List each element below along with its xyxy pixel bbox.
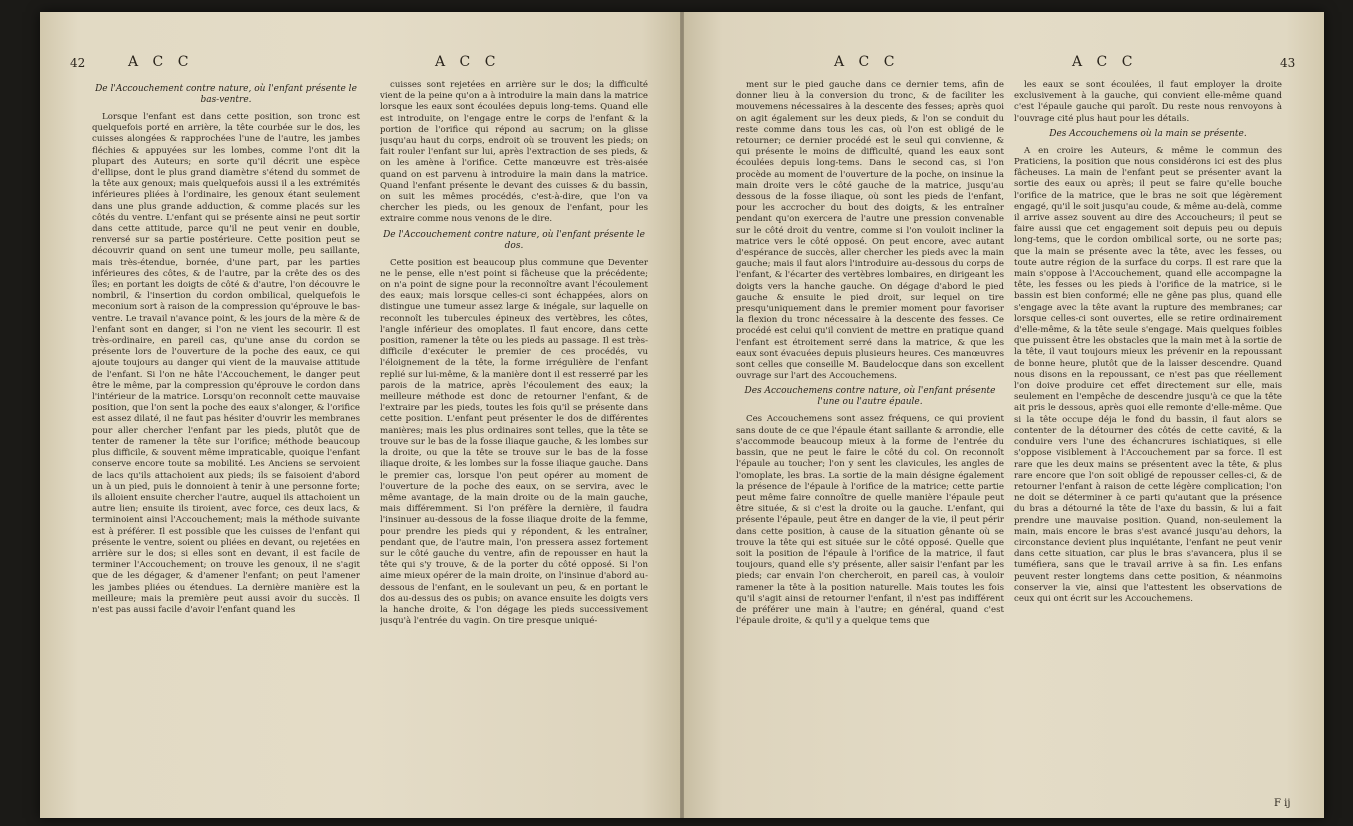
right-page: [684, 12, 1324, 818]
running-head: A C C: [1072, 54, 1138, 70]
text-column: [736, 80, 1004, 802]
paragraph: Lorsque l'enfant est dans cette position, son tronc est quelquefois porté en arrière, la tête courbée sur le dos, les cuisses alongées & rapprochées l'une de l'autre, les jambes fléchies & appuyées sur les lombes, comme l'ont dit la plupart des Auteurs; en sorte qu'il décrit une espèce d'ellipse, dont le plus grand diamètre s'étend du sommet de la tête aux genoux; mais quelquefois aussi il a les extrémités inférieures pliées à l'ordinaire, les genoux étant seulement dans une plus grande adduction, & comme placés sur les côtés du ventre. L'enfant qui se présente ainsi ne peut sortir dans cette attitude, parce qu'il ne peut venir en double, renversé sur sa partie postérieure. Cette position peut se découvrir quand on sent une tumeur molle, peu saillante, mais très-étendue, bornée, d'une part, par les parties inférieures des côtes, & de l'autre, par la crête des os des îles; en portant les doigts de côté & d'autre, l'on découvre le nombril, & l'insertion du cordon ombilical, quelquefois le meconium sort à raison de la compression qu'éprouve le bas-ventre. Le travail n'avance point, & les jours de la mère & de l'enfant sont en danger, si l'on ne vient les secourir. Il est très-ordinaire, en pareil cas, qu'une anse du cordon se présente lors de l'ouverture de la poche des eaux, ce qui ajoute toujours au danger qui vient de la mauvaise attitude de l'enfant. Si l'on ne hâte l'Accouchement, le danger peut être le même, par la compression qu'éprouve le cordon dans l'intérieur de la matrice. Lorsqu'on reconnoît cette mauvaise position, que l'on sent la poche des eaux s'alonger, & l'orifice est assez dilaté, il ne faut pas hésiter d'ouvrir les membranes pour aller chercher l'enfant par les pieds, plutôt que de tenter de ramener la tête sur l'orifice; méthode beaucoup plus difficile, & souvent même impraticable, quoique l'enfant conserve encore toute sa mobilité. Les Anciens se servoient de lacs qu'ils attachoient aux pieds; ils se faisoient d'abord un à un pied, puis le donnoient à tenir à une personne forte; ils alloient ensuite chercher l'autre, auquel ils attachoient un autre lien; ensuite ils tiroient, avec force, ces deux lacs, & terminoient ainsi l'Accouchement; mais la méthode suivante est à préférer. Il est possible que les cuisses de l'enfant qui présente le ventre, soient ou pliées en devant, ou rejetées en arrière sur le dos; si elles sont en devant, il est facile de terminer l'Accouchement; on trouve les genoux, il ne s'agit que de les dégager, & d'amener l'enfant; on peut l'amener les jambes pliées ou étendues. La dernière manière est la meilleure; mais la première peut aussi avoir du succès. Il n'est pas aussi facile d'avoir l'enfant quand les: [92, 112, 360, 615]
paragraph: Ces Accouchemens sont assez fréquens, ce qui provient sans doute de ce que l'épaule étant saillante & arrondie, elle s'accommode beaucoup mieux à la forme de l'entrée du bassin, que ne peut le faire le côté du col. On reconnoît l'épaule au toucher; l'on y sent les clavicules, les angles de l'omoplate, les bras. La sortie de la main désigne également la présence de l'épaule à l'orifice de la matrice; cette partie peut même faire connoître de quelle manière l'épaule peut être située, & si c'est la droite ou la gauche. L'enfant, qui présente l'épaule, peut être en danger de la vie, il peut périr dans cette position, à cause de la situation gênante où se trouve la tête qui est située sur le côté opposé. Quelle que soit la position de l'épaule à l'orifice de la matrice, il faut toujours, quand elle s'y présente, aller saisir l'enfant par les pieds; car envain l'on chercheroit, en pareil cas, à vouloir ramener la tête à la position naturelle. Mais toutes les fois qu'il s'agit ainsi de retourner l'enfant, il n'est pas indifférent de préférer une main à l'autre; en général, quand c'est l'épaule droite, & qu'il y a quelque tems que: [736, 414, 1004, 627]
page-number: 43: [1280, 56, 1296, 70]
running-head: A C C: [128, 54, 194, 70]
book-spread: [40, 12, 1324, 818]
paragraph: cuisses sont rejetées en arrière sur le dos; la difficulté vient de la peine qu'on a à introduire la main dans la matrice lorsque les eaux sont écoulées depuis long-tems. Quand elle est introduite, on l'engage entre le corps de l'enfant & la portion de l'orifice qui répond au sacrum; on la glisse jusqu'au haut du corps, endroit où se trouvent les pieds; on fait rouler l'enfant sur lui, après l'extraction de ses pieds, & on les amène à l'orifice. Cette manœuvre est très-aisée quand on est parvenu à introduire la main dans la matrice. Quand l'enfant présente le devant des cuisses & du bassin, on suit les mêmes procédés, c'est-à-dire, que l'on va chercher les pieds, ou les genoux de l'enfant, pour les extraire comme nous venons de le dire.: [380, 80, 648, 225]
paragraph: les eaux se sont écoulées, il faut employer la droite exclusivement à la gauche, qui convient elle-même quand c'est l'épaule gauche qui paroît. Du reste nous renvoyons à l'ouvrage cité plus haut pour les détails.: [1014, 80, 1282, 124]
page-number: 42: [70, 56, 86, 70]
running-head: A C C: [435, 54, 501, 70]
section-heading: De l'Accouchement contre nature, où l'enfant présente le dos.: [383, 229, 645, 251]
left-page: [40, 12, 680, 818]
text-column: [92, 80, 360, 802]
paragraph: A en croire les Auteurs, & même le commun des Praticiens, la position que nous considérons ici est des plus fâcheuses. La main de l'enfant peut se présenter avant la sortie des eaux ou après; il peut se faire qu'elle bouche l'orifice de la matrice, que le bras ne soit que légèrement engagé, qu'il le soit jusqu'au coude, & même au-delà, comme il arrive assez souvent au dire des Accoucheurs; il peut se faire aussi que cet engagement soit depuis peu ou depuis long-tems, que le cordon ombilical sorte, ou ne sorte pas; que la main se présente avec la tête, avec les fesses, ou toute autre région de la surface du corps. Il est rare que la main s'oppose à l'Accouchement, quand elle accompagne la tête, les fesses ou les pieds à l'orifice de la matrice, si le bassin est bien conformé; elle ne gêne pas plus, quand elle s'engage avec la tête avant la rupture des membranes; car lorsque celles-ci sont ouvertes, elle se retire ordinairement d'elle-même, & la tête seule s'engage. Mais quelques foibles que puissent être les obstacles que la main met à la sortie de la tête, il vaut toujours mieux les prévenir en la repoussant de bonne heure, plutôt que de la laisser descendre. Quand nous disons en la repoussant, ce n'est pas que réellement l'on doive produire cet effet directement sur elle, mais seulement en l'empêche de descendre jusqu'à ce que la tête ait pris le dessous, après quoi elle remonte d'elle-même. Que si la tête occupe déja le fond du bassin, il faut alors se contenter de la détourner des côtés de cette cavité, & la conduire vers l'une des échancrures ischiatiques, si elle s'oppose visiblement à l'Accouchement par sa force. Il est rare que les deux mains se présentent avec la tête, & plus rare encore que l'on soit obligé de repousser celles-ci, & de retourner l'enfant à raison de cette légère complication; l'on ne doit se déterminer à ce parti qu'autant que la présence du bras a détourné la tête de l'axe du bassin, & lui a fait prendre une mauvaise position. Quand, non-seulement la main, mais encore le bras s'est avancé jusqu'au dehors, la circonstance devient plus inquiétante, l'enfant ne peut venir dans cette situation, car plus le bras s'avancera, plus il se tuméfiera, sans que le travail arrive à sa fin. Les enfans peuvent rester longtems dans cette position, & néanmoins conserver la vie, ainsi que l'attestent les observations de ceux qui ont écrit sur les Accouchemens.: [1014, 145, 1282, 604]
paragraph: ment sur le pied gauche dans ce dernier tems, afin de donner lieu à la conversion du tronc, & de faciliter les mouvemens nécessaires à la descente des fesses; après quoi on agit également sur les deux pieds, & l'on se conduit du reste comme dans tous les cas, où l'on est obligé de le retourner; ce dernier procédé est le seul qui convienne, & qui présente le moins de difficulté, quand les eaux sont écoulées depuis long-tems. Dans le second cas, si l'on procède au moment de l'ouverture de la poche, on insinue la main droite vers le côté gauche de la matrice, jusqu'au dessous de la fosse iliaque, où sont les pieds de l'enfant, pour les accrocher du bout des doigts, & les entraîner pendant qu'on exercera de l'autre une pression convenable sur le côté droit du ventre, comme si l'on vouloit incliner la matrice vers le côté opposé. On peut encore, avec autant d'espérance de succès, aller chercher les pieds avec la main gauche; mais il faut alors l'introduire au-dessous du corps de l'enfant, & l'écarter des vertèbres lombaires, en dirigeant les doigts vers la hanche gauche. On dégage d'abord le pied gauche & ensuite le pied droit, sur lequel on tire presqu'uniquement dans le premier moment pour favoriser la flexion du tronc nécessaire à la descente des fesses. Ce procédé est celui qu'il convient de mettre en pratique quand l'enfant est étroitement serré dans la matrice, & que les eaux sont évacuées depuis plusieurs heures. Ces manœuvres sont celles que conseille M. Baudelocque dans son excellent ouvrage sur l'art des Accouchemens.: [736, 80, 1004, 382]
paragraph: Cette position est beaucoup plus commune que Deventer ne le pense, elle n'est point si fâcheuse que la précédente; on n'a point de signe pour la reconnoître avant l'écoulement des eaux; mais lorsque celles-ci sont échappées, alors on distingue une tumeur assez large & inégale, sur laquelle on reconnoît les tubercules épineux des vertèbres, les côtes, l'angle inférieur des omoplates. Il faut encore, dans cette position, ramener la tête ou les pieds au passage. Il est très-difficile d'exécuter le premier de ces procédés, vu l'éloignement de la tête, la forme irrégulière de l'enfant replié sur lui-même, & la manière dont il est resserré par les parois de la matrice, après l'écoulement des eaux; la meilleure méthode est donc de retourner l'enfant, & de l'extraire par les pieds, toutes les fois qu'il se présente dans cette position. L'enfant peut présenter le dos de différentes manières; mais les plus ordinaires sont telles, que la tête se trouve sur le bas de la fosse iliaque gauche, & les lombes sur la droite, ou que la tête se trouve sur le bas de la fosse iliaque droite, & les lombes sur la fosse iliaque gauche. Dans le premier cas, lorsque l'on peut opérer au moment de l'ouverture de la poche des eaux, on se servira, avec le même avantage, de la main droite ou de la main gauche, mais différemment. Si l'on préfère la dernière, il faudra l'insinuer au-dessous de la fosse iliaque droite de la femme, pour prendre les pieds qui y répondent, & les entraîner, pendant que, de l'autre main, l'on pressera assez fortement sur le côté gauche du ventre, afin de repousser en haut la tête qui s'y trouve, & de la porter du côté opposé. Si l'on aime mieux opérer de la main droite, on l'insinue d'abord au-dessous de l'enfant, en le soulevant un peu, & en portant le dos au-dessus des os pubis; on avance ensuite les doigts vers la hanche droite, & l'on dégage les pieds successivement jusqu'à l'entrée du vagin. On tire presque uniqué-: [380, 257, 648, 627]
section-heading: De l'Accouchement contre nature, où l'enfant présente le bas-ventre.: [95, 84, 357, 105]
signature-mark: F ij: [1274, 798, 1291, 809]
text-column: [1014, 80, 1282, 792]
section-heading: Des Accouchemens où la main se présente.: [1049, 128, 1247, 139]
text-column: [380, 80, 648, 802]
section-heading: Des Accouchemens contre nature, où l'enfant présente l'une ou l'autre épaule.: [744, 386, 996, 408]
running-head: A C C: [834, 54, 900, 70]
